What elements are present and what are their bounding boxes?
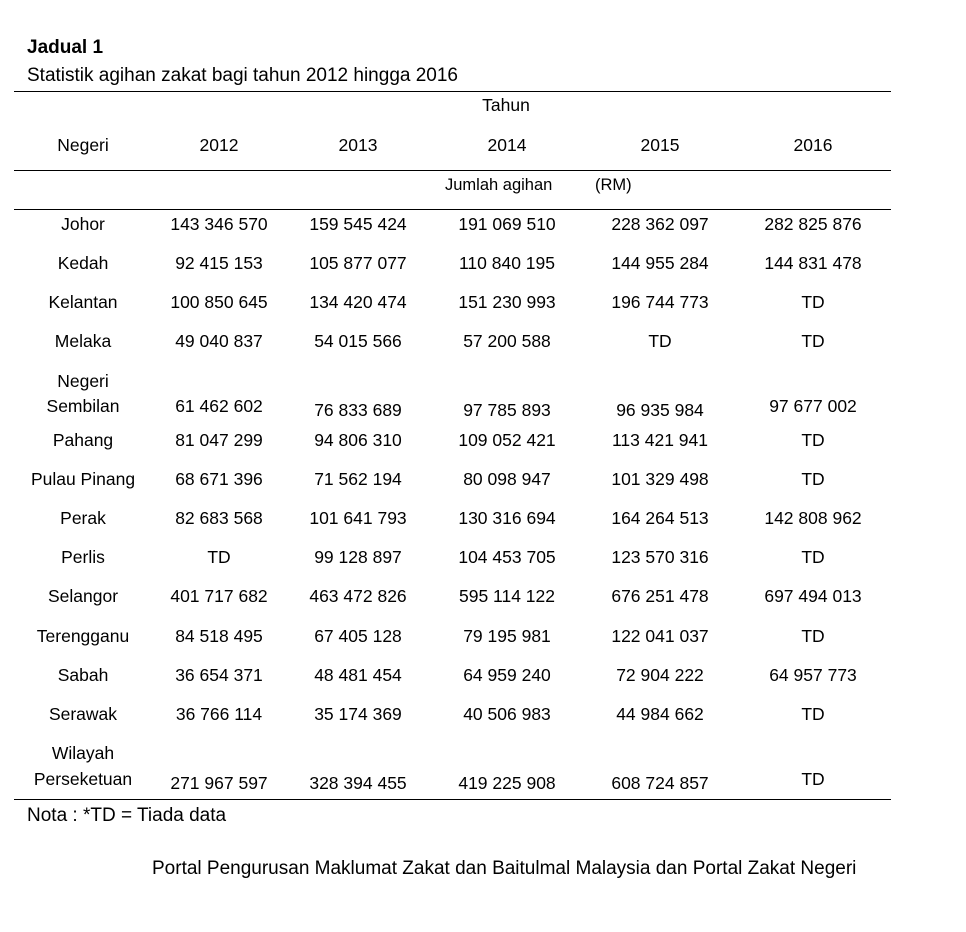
amount-cell-2015: 96 935 984 — [616, 400, 704, 420]
amount-cell-2014: 57 200 588 — [463, 331, 551, 351]
amount-cell-2013: 105 877 077 — [309, 253, 407, 273]
amount-cell-2015: 144 955 284 — [611, 253, 709, 273]
amount-cell-2012: 401 717 682 — [170, 586, 268, 606]
unit-currency: (RM) — [595, 176, 632, 194]
state-name: Johor — [61, 214, 105, 234]
amount-cell-2013: 99 128 897 — [314, 547, 402, 567]
state-column-header: Negeri — [57, 135, 109, 155]
amount-cell-2016: 697 494 013 — [764, 586, 862, 606]
amount-cell-2012: 84 518 495 — [175, 626, 263, 646]
amount-cell-2014: 419 225 908 — [458, 773, 556, 793]
amount-cell-2014: 79 195 981 — [463, 626, 551, 646]
year-header-2012: 2012 — [199, 135, 239, 155]
state-name: Kedah — [57, 253, 109, 273]
amount-cell-2014: 104 453 705 — [458, 547, 556, 567]
amount-cell-2015: 113 421 941 — [611, 430, 709, 450]
amount-cell-2015: 676 251 478 — [611, 586, 709, 606]
amount-cell-2016: 64 957 773 — [769, 665, 857, 685]
amount-cell-2016: TD — [801, 547, 825, 567]
amount-cell-2012: 61 462 602 — [175, 396, 263, 416]
state-name: Serawak — [48, 704, 118, 724]
unit-label: Jumlah agihan — [445, 176, 553, 194]
state-name: Wilayah — [51, 743, 115, 763]
amount-cell-2014: 191 069 510 — [458, 214, 556, 234]
amount-cell-2014: 109 052 421 — [458, 430, 556, 450]
amount-cell-2015: 196 744 773 — [611, 292, 709, 312]
amount-cell-2013: 134 420 474 — [309, 292, 407, 312]
state-name: Pulau Pinang — [30, 469, 136, 489]
amount-cell-2016: TD — [801, 469, 825, 489]
amount-cell-2014: 64 959 240 — [463, 665, 551, 685]
amount-cell-2013: 54 015 566 — [314, 331, 402, 351]
amount-cell-2012: 36 766 114 — [175, 704, 263, 724]
table-number: Jadual 1 — [27, 37, 104, 58]
amount-cell-2012: 68 671 396 — [175, 469, 263, 489]
amount-cell-2014: 110 840 195 — [458, 253, 556, 273]
state-name: Kelantan — [48, 292, 118, 312]
state-name: Perak — [60, 508, 106, 528]
amount-cell-2016: TD — [801, 331, 825, 351]
state-name: Perlis — [61, 547, 105, 567]
amount-cell-2013: 76 833 689 — [314, 400, 402, 420]
state-name: Melaka — [54, 331, 112, 351]
state-name: Sabah — [57, 665, 109, 685]
amount-cell-2016: TD — [801, 769, 825, 789]
amount-cell-2013: 71 562 194 — [314, 469, 402, 489]
amount-cell-2015: TD — [648, 331, 672, 351]
year-header-2013: 2013 — [338, 135, 378, 155]
amount-cell-2015: 608 724 857 — [611, 773, 709, 793]
unit-rule — [14, 209, 891, 210]
amount-cell-2012: 36 654 371 — [175, 665, 263, 685]
amount-cell-2015: 164 264 513 — [611, 508, 709, 528]
year-header-2016: 2016 — [793, 135, 833, 155]
amount-cell-2016: 142 808 962 — [764, 508, 862, 528]
amount-cell-2012: TD — [207, 547, 231, 567]
amount-cell-2015: 44 984 662 — [616, 704, 704, 724]
amount-cell-2016: TD — [801, 430, 825, 450]
state-name: Negeri — [57, 371, 109, 391]
amount-cell-2014: 130 316 694 — [458, 508, 556, 528]
amount-cell-2015: 123 570 316 — [611, 547, 709, 567]
amount-cell-2012: 82 683 568 — [175, 508, 263, 528]
table-title: Statistik agihan zakat bagi tahun 2012 hingga 2016 — [27, 65, 458, 86]
amount-cell-2013: 35 174 369 — [314, 704, 402, 724]
amount-cell-2014: 97 785 893 — [463, 400, 551, 420]
year-header-2014: 2014 — [487, 135, 527, 155]
amount-cell-2013: 94 806 310 — [314, 430, 402, 450]
bottom-rule — [14, 799, 891, 800]
amount-cell-2016: TD — [801, 626, 825, 646]
amount-cell-2013: 328 394 455 — [309, 773, 407, 793]
amount-cell-2012: 143 346 570 — [170, 214, 268, 234]
amount-cell-2014: 151 230 993 — [458, 292, 556, 312]
state-name: Terengganu — [36, 626, 130, 646]
amount-cell-2013: 48 481 454 — [314, 665, 402, 685]
amount-cell-2016: 97 677 002 — [769, 396, 857, 416]
year-header-2015: 2015 — [640, 135, 680, 155]
amount-cell-2013: 101 641 793 — [309, 508, 407, 528]
amount-cell-2015: 122 041 037 — [611, 626, 709, 646]
amount-cell-2014: 80 098 947 — [463, 469, 551, 489]
amount-cell-2014: 40 506 983 — [463, 704, 551, 724]
state-name: Pahang — [52, 430, 114, 450]
amount-cell-2015: 72 904 222 — [616, 665, 704, 685]
amount-cell-2013: 67 405 128 — [314, 626, 402, 646]
state-name: Perseketuan — [33, 769, 133, 789]
amount-cell-2012: 49 040 837 — [175, 331, 263, 351]
state-name: Sembilan — [46, 396, 120, 416]
amount-cell-2015: 228 362 097 — [611, 214, 709, 234]
amount-cell-2012: 271 967 597 — [170, 773, 268, 793]
amount-cell-2013: 159 545 424 — [309, 214, 407, 234]
header-rule — [14, 170, 891, 171]
amount-cell-2012: 92 415 153 — [175, 253, 263, 273]
amount-cell-2016: TD — [801, 704, 825, 724]
amount-cell-2012: 100 850 645 — [170, 292, 268, 312]
year-group-header: Tahun — [482, 95, 530, 115]
table-note: Nota : *TD = Tiada data — [27, 805, 227, 826]
amount-cell-2012: 81 047 299 — [175, 430, 263, 450]
table-source: Portal Pengurusan Maklumat Zakat dan Baitulmal Malaysia dan Portal Zakat Negeri — [152, 858, 857, 879]
amount-cell-2016: 282 825 876 — [764, 214, 862, 234]
amount-cell-2016: 144 831 478 — [764, 253, 862, 273]
state-name: Selangor — [47, 586, 119, 606]
amount-cell-2016: TD — [801, 292, 825, 312]
amount-cell-2014: 595 114 122 — [458, 586, 556, 606]
top-rule — [14, 91, 891, 92]
amount-cell-2013: 463 472 826 — [309, 586, 407, 606]
amount-cell-2015: 101 329 498 — [611, 469, 709, 489]
